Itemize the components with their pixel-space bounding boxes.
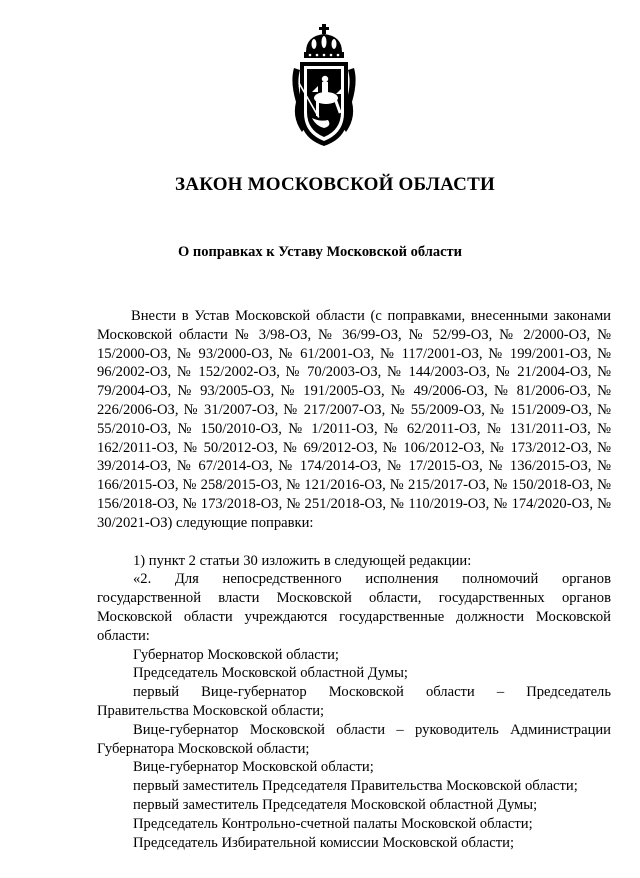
position-item: Председатель Контрольно-счетной палаты Московской области;: [133, 815, 533, 832]
position-item: первый заместитель Председателя Правительства Московской области;: [133, 778, 578, 795]
position-item: Председатель Московской областной Думы;: [133, 665, 408, 682]
document-body: [97, 307, 611, 852]
position-item: Вице-губернатор Московской области – руководитель Администрации Губернатора Московской области;: [97, 721, 611, 757]
position-item: Председатель Избирательной комиссии Московской области;: [133, 834, 515, 851]
clause-2-paragraph: «2. Для непосредственного исполнения полномочий органов государственной власти Московской области, государственных органов Московской области учреждаются государственные должности Московской области:: [97, 571, 611, 644]
intro-paragraph: Внести в Устав Московской области (с поправками, внесенными законами Московской области № 3/98-ОЗ, № 36/99-ОЗ, № 52/99-ОЗ, № 2/2000-ОЗ, № 15/2000-ОЗ, № 93/2000-ОЗ, № 61/2001-ОЗ, № 117/2001-ОЗ, № 199/2001-ОЗ, № 96/2002-ОЗ, № 152/2002-ОЗ, № 70/2003-ОЗ, № 144/2003-ОЗ, № 21/2004-ОЗ, № 79/2004-ОЗ, № 93/2005-ОЗ, № 191/2005-ОЗ, № 49/2006-ОЗ, № 81/2006-ОЗ, № 226/2006-ОЗ, № 31/2007-ОЗ, № 217/2007-ОЗ, № 55/2009-ОЗ, № 151/2009-ОЗ, № 55/2010-ОЗ, № 150/2010-ОЗ, № 1/2011-ОЗ, № 62/2011-ОЗ, № 131/2011-ОЗ, № 162/2011-ОЗ, № 50/2012-ОЗ, № 69/2012-ОЗ, № 106/2012-ОЗ, № 173/2012-ОЗ, № 39/2014-ОЗ, № 67/2014-ОЗ, № 174/2014-ОЗ, № 17/2015-ОЗ, № 136/2015-ОЗ, № 166/2015-ОЗ, № 258/2015-ОЗ, № 121/2016-ОЗ, № 215/2017-ОЗ, № 150/2018-ОЗ, № 156/2018-ОЗ, № 173/2018-ОЗ, № 251/2018-ОЗ, № 110/2019-ОЗ, № 174/2020-ОЗ, № 30/2021-ОЗ) следующие поправки:: [97, 308, 611, 531]
position-item: первый Вице-губернатор Московской области – Председатель Правительства Московской области;: [97, 684, 611, 719]
position-item: Губернатор Московской области;: [133, 646, 339, 663]
item-1: 1) пункт 2 статьи 30 изложить в следующей редакции:: [133, 552, 472, 569]
position-item: Вице-губернатор Московской области;: [133, 759, 374, 776]
moscow-oblast-coat-of-arms-icon: [288, 22, 360, 150]
position-item: первый заместитель Председателя Московской областной Думы;: [133, 796, 538, 813]
document-subtitle: О поправках к Уставу Московской области: [177, 244, 463, 260]
document-title: ЗАКОН МОСКОВСКОЙ ОБЛАСТИ: [175, 174, 495, 195]
